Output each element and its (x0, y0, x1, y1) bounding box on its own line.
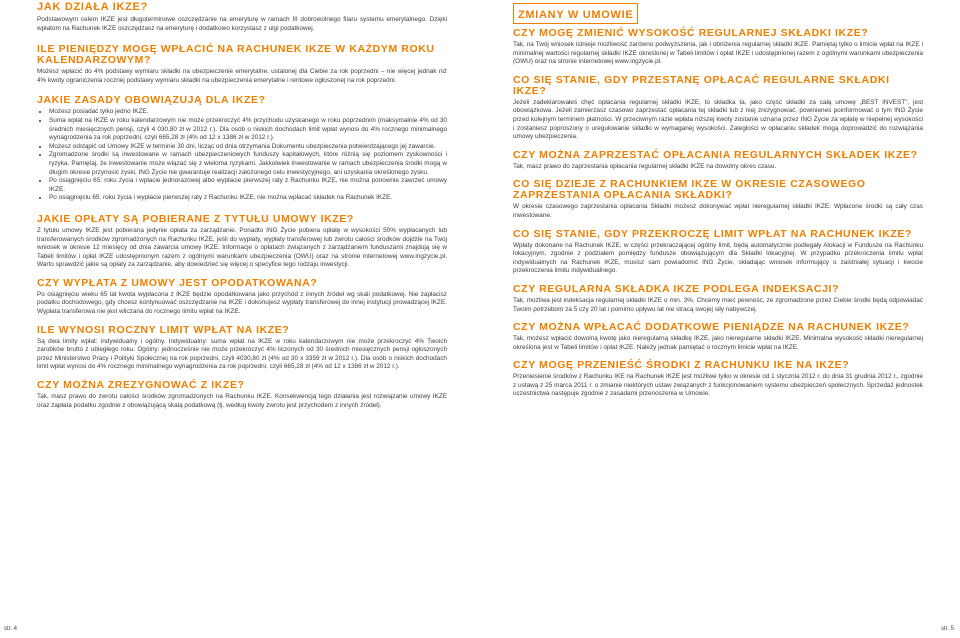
rules-list-item: • Zgromadzone środki są inwestowane w ramach ubezpieczeniowych funduszy kapitałowych, które różnią się poziomem zyskowności i ryzyka. Pamiętaj, że inwestowanie może wiązać się z wieloma ryzykami. Jakkolwiek inwestowanie w ramach ubezpieczenia środki mogą w długim okresie przynosić zyski, ING Życie nie gwarantuje realizacji założonego celu inwestycyjnego, ani uzyskania określonego zysku. (49, 151, 447, 177)
section-text-contribution-amount: Możesz wpłacić do 4% podstawy wymiaru składki na ubezpieczenie emerytalne, ustalonej dla Ciebie za rok poprzedni – nie więcej jednak niż 4% kwoty ograniczenia rocznej podstawy wymiaru składki na ubezpieczenia emerytalne i rentowe ogłoszonej na rok poprzedni. (37, 68, 447, 84)
rules-list-item: • Po osiągnięciu 65. roku życia i wypłacie pierwszej raty z Rachunku IKZE, nie można wpłacać składek na Rachunek IKZE. (49, 194, 447, 203)
section-heading-change-premium: CZY MOGĘ ZMIENIĆ WYSOKOŚĆ REGULARNEJ SKŁADKI IKZE? (513, 27, 869, 39)
rules-list (37, 108, 447, 203)
section-text-taxation: Po osiągnięciu wieku 65 lat kwota wypłacona z IKZE będzie opodatkowana jako przychód z innych źródeł wg skali podatkowej. Nie zapłacisz podatku dochodowego, gdy chcesz kontynuować oszczędzanie na IKZE i dokonujesz wypłaty transferowej do innej instytucji prowadzącej IKZE. Wypłata transferowa nie jest wliczana do rocznego limitu wpłat na IKZE. (37, 290, 447, 316)
section-text-change-premium: Tak, na Twój wniosek istnieje możliwość zarówno podwyższenia, jak i obniżenia regularnej składki IKZE. Pamiętaj tylko o limicie wpłat na IKZE i minimalnej wartości regularnej składki IKZE określonej w Tabeli limitów i opłat IKZE i udostępnionej razem z ogólnymi warunkami ubezpieczenia (OWU) oraz na stronie internetowej www.ingzycie.pl. (513, 41, 923, 66)
section-text-account-during-suspension: W okresie czasowego zaprzestania opłacania Składki możesz dokonywać wpłat nieregularnej składki IKZE. Wpłacone środki są cały czas inwestowane. (513, 203, 923, 219)
intro-paragraph: Podstawowym celem IKZE jest długoterminowe oszczędzanie na emeryturę w ramach III dobrowolnego filaru systemu emerytalnego. Dzięki wpłatom na Rachunek IKZE oszczędzasz na emeryturę i dodatkowo korzystasz z ulgi podatkowej. (37, 16, 447, 32)
section-text-fees: Z tytułu umowy IKZE jest pobierana jedynie opłata za zarządzanie. Ponadto ING Życie pobiera opłatę w wysokości 50% wypłacanych lub transferowanych środków zgromadzonych na Rachunku IKZE, jeśli do wypłaty, wypłaty transferowej lub zwrotu całości środków dojdzie na Twój wniosek w okresie 12 miesięcy od dnia zawarcia umowy IKZE. Informacje o opłatach związanych z zarządzaniem funduszami znajdują się w Tabeli limitów i opłat IKZE udostępnionym razem z ogólnymi warunkami ubezpieczenia (OWU) oraz na stronie internetowej www.ingzycie.pl. Warto sprawdzić jakie są opłaty za zarządzanie, aby dowiedzieć się więcej o specyfice tego rodzaju inwestycji. (37, 226, 447, 269)
section-heading-taxation: CZY WYPŁATA Z UMOWY JEST OPODATKOWANA? (37, 276, 318, 289)
section-text-suspend-premiums: Tak, masz prawo do zaprzestania opłacania regularnej składki IKZE na dowolny okres czasu. (513, 162, 777, 170)
section-text-annual-limit: Są dwa limity wpłat: indywidualny i ogólny. Indywidualny: suma wpłat na IKZE w roku kalendarzowym nie może przekroczyć 4% Twoich zarobków brutto z ubiegłego roku. Ogólny: jednocześnie nie może przekroczyć 4% liczonych od 30 średnich miesięcznych pensji ogłoszonych przez Ministerstwo Pracy i Polityki Społecznej na rok poprzedni, czyli 4030,80 zł (4% od 30 x 3359 zł w 2012 r.). Dla osób o niskich dochodach limit wpłat wynosi do 4% rocznego minimalnego wynagrodzenia za rok poprzedni, czyli 665,28 zł (4% od 12 x 1386 zł w 2012 r.). (37, 337, 447, 371)
section-heading-exceed-limit: CO SIĘ STANIE, GDY PRZEKROCZĘ LIMIT WPŁAT NA RACHUNEK IKZE? (513, 227, 913, 240)
section-heading-account-during-suspension: CO SIĘ DZIEJE Z RACHUNKIEM IKZE W OKRESIE CZASOWEGO ZAPRZESTANIA OPŁACANIA SKŁADKI? (513, 178, 866, 202)
section-heading-contribution-amount: ILE PIENIĘDZY MOGĘ WPŁACIĆ NA RACHUNEK IKZE W KAŻDYM ROKU KALENDARZOWYM? (37, 43, 435, 67)
section-heading-resign: CZY MOŻNA ZREZYGNOWAĆ Z IKZE? (37, 379, 245, 392)
section-heading-suspend-premiums: CZY MOŻNA ZAPRZESTAĆ OPŁACANIA REGULARNYCH SKŁADEK IKZE? (513, 148, 918, 161)
section-text-indexation: Tak, możliwa jest indeksacja regularnej składki IKZE o min. 3%. Chcemy mieć pewność, że zgromadzone przez Ciebie środki będą odpowiadać Twoim potrzebom za 5 czy 20 lat i pomimo upływu lat nie stracą swojej siły nabywczej. (513, 296, 923, 313)
section-text-transfer-ike: Przeniesienie środków z Rachunku IKE na Rachunek IKZE jest możliwe tylko w okresie od 1 stycznia 2012 r. do dnia 31 grudnia 2012 r., zgodnie z ustawą z 25 marca 2011 r. o zmianie niektórych ustaw związanych z funkcjonowaniem systemu ubezpieczeń społecznych. Sprzedaż jednostek uczestnictwa następuje zgodnie z zasadami przenoszenia w Umowie. (513, 373, 923, 398)
section-text-exceed-limit: Wpłaty dokonane na Rachunek IKZE, w części przekraczającej ogólny limit, będą automatycznie podlegały Alokacji w Fundusze na Rachunku lokacyjnym, zgodnie z podziałem pomiędzy fundusze obowiązującym dla Składki lokacyjnej. W przypadku przekroczenia limitu wpłat indywidualnych na Rachunek IKZE, musisz sam powiadomić ING Życie, składając wniosek informujący o zaistniałej sytuacji i kwocie przekroczenia limitu indywidualnego. (513, 241, 923, 275)
section-heading-indexation: CZY REGULARNA SKŁADKA IKZE PODLEGA INDEKSACJI? (513, 282, 840, 295)
rules-list-item: • Po osiągnięciu 65. roku życia i wpłacie jednorazowej albo wypłacie pierwszej raty z Rachunku IKZE, nie można ponownie zawrzeć umowy IKZE. (49, 177, 447, 194)
changes-box-header (513, 3, 638, 24)
rules-list-item: • Możesz odstąpić od Umowy IKZE w terminie 30 dni, licząc od dnia otrzymania Dokumentu ubezpieczenia potwierdzającego jej zawarcie. (49, 143, 447, 152)
section-text-resign: Tak, masz prawo do zwrotu całości środków zgromadzonych na Rachunku IKZE. Konsekwencją tego działania jest rozwiązanie umowy IKZE oraz zapłata podatku zgodnie z obowiązującą skalą podatkową (tj. według kwoty zwrotu jest przychodem z innych źródeł). (37, 393, 447, 409)
rules-list-item: • Możesz posiadać tylko jedno IKZE. (49, 108, 447, 117)
section-heading-stop-paying: CO SIĘ STANIE, GDY PRZESTANĘ OPŁACAĆ REGULARNE SKŁADKI IKZE? (513, 73, 890, 97)
page-number-left: str. 4 (4, 626, 18, 632)
left-column (37, 0, 447, 410)
right-column (513, 0, 923, 399)
page-number-right: str. 5 (940, 626, 954, 632)
section-text-stop-paying: Jeżeli zadeklarowałeś chęć opłacania regularnej składki IKZE, to składka ta, jako część składki za całą umowę „BEST INVEST", jest obowiązkowa. Jeżeli zamierzasz czasowo zaprzestać opłacania tej składki lub z niej zrezygnować, powinieneś poinformować o tym ING Życie przed kolejnym terminem płatności. W przeciwnym razie wpłata niższej kwoty zostanie uznana przez ING Życie za wpłatę w niepełnej wysokości i zostaniesz poproszony o uregulowanie składki w wymaganej wysokości. Zaległości w opłacaniu składek mogą doprowadzić do rozwiązania umowy ubezpieczenia. (513, 98, 923, 141)
section-heading-rules: JAKIE ZASADY OBOWIĄZUJĄ DLA IKZE? (37, 94, 266, 107)
rules-list-item: • Suma wpłat na IKZE w roku kalendarzowym nie może przekroczyć 4% przychodu uzyskanego w roku poprzednim (maksymalnie 4% od 30 średnich miesięcznych pensji, czyli 4 030,80 zł w 2012 r.). Dla osób o niskich dochodach limit wpłat wynosi do 4% rocznego minimalnego wynagrodzenia za rok poprzedni, czyli 665,28 zł (4% od 12 x 1386 zł w 2012 r.). (49, 117, 447, 143)
section-heading-transfer-ike: CZY MOGĘ PRZENIEŚĆ ŚRODKI Z RACHUNKU IKE NA IKZE? (513, 359, 850, 372)
section-heading-additional-payments: CZY MOŻNA WPŁACAĆ DODATKOWE PIENIĄDZE NA RACHUNEK IKZE? (513, 321, 910, 334)
section-text-additional-payments: Tak, możesz wpłacić dowolną kwotę jako nieregularną składkę IKZE, jako nieregularne składki IKZE. Minimalna wysokość składki nieregularnej określona jest w Tabeli limitów i opłat IKZE. Należy jednak pamiętać o rocznym limicie wpłat na IKZE. (513, 335, 923, 351)
section-heading-fees: JAKIE OPŁATY SĄ POBIERANE Z TYTUŁU UMOWY IKZE? (37, 212, 354, 225)
section-heading-annual-limit: ILE WYNOSI ROCZNY LIMIT WPŁAT NA IKZE? (37, 323, 290, 336)
intro-heading: JAK DZIAŁA IKZE? (37, 1, 149, 13)
changes-box-title: ZMIANY W UMOWIE (518, 9, 634, 21)
